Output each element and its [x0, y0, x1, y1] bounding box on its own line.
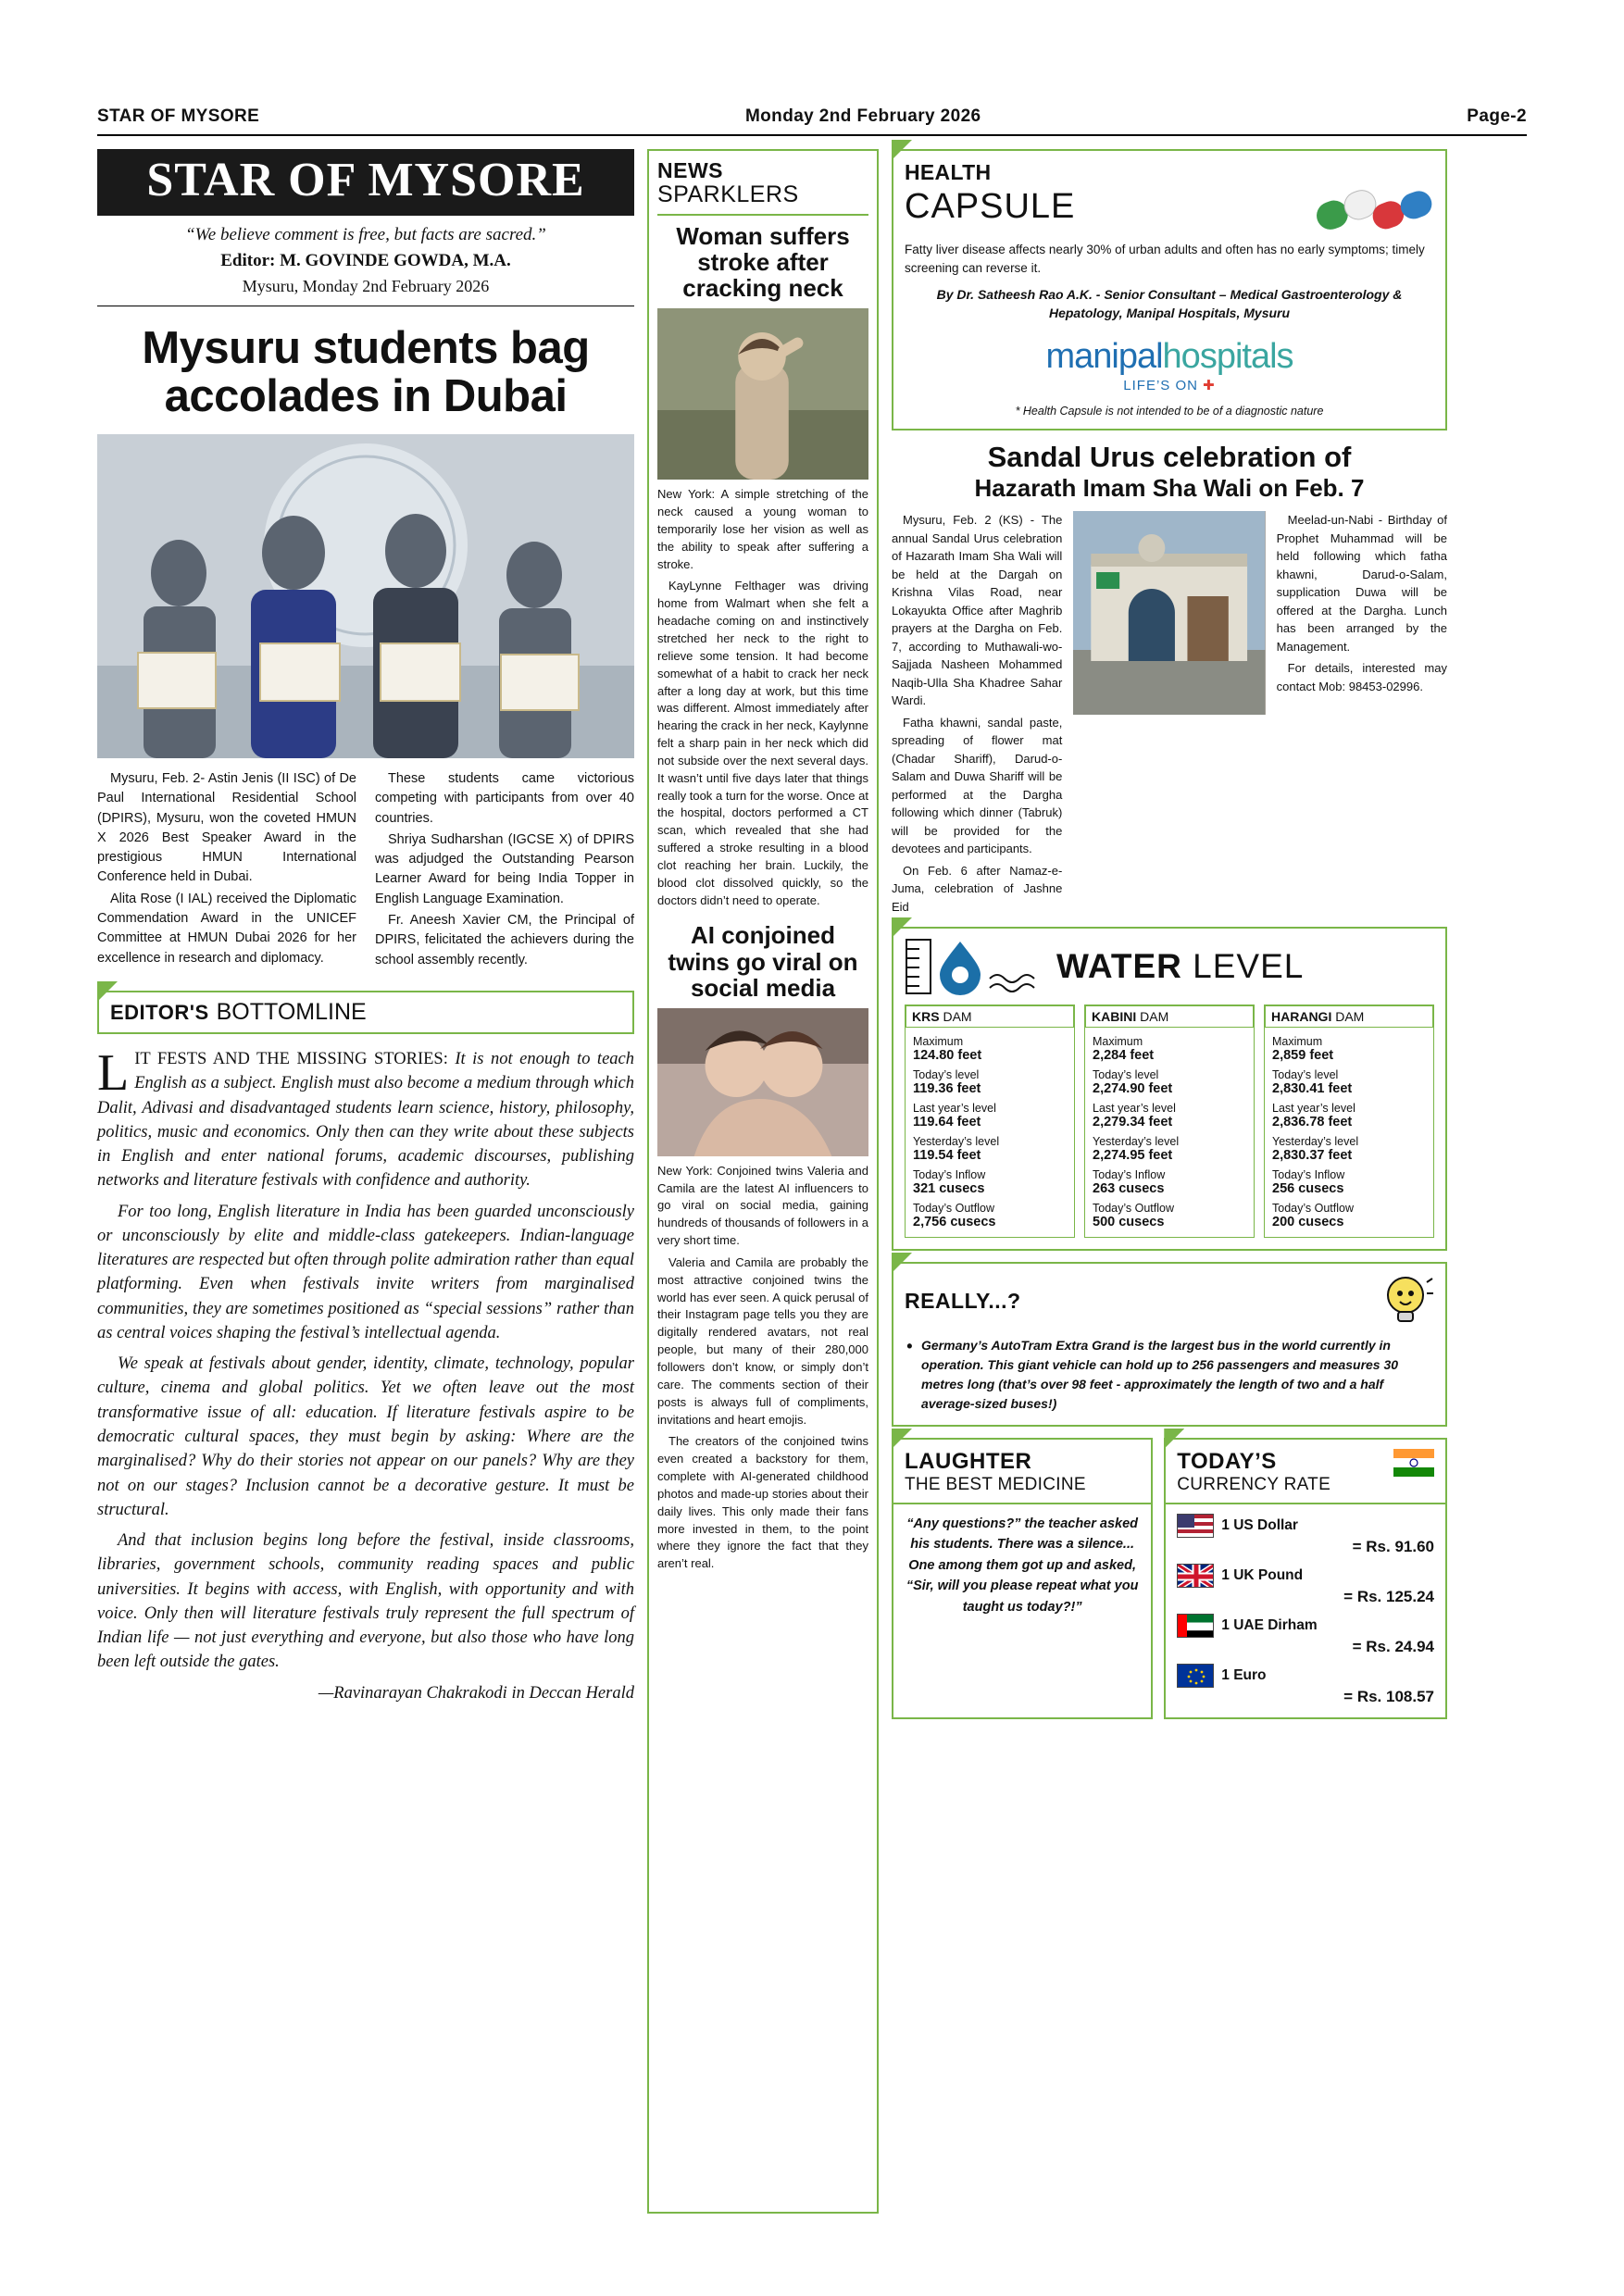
brand-part-a: manipal: [1045, 337, 1163, 377]
value-yesterday: 119.54 feet: [913, 1148, 981, 1163]
paragraph: KayLynne Felthager was driving home from Walmart when she felt a headache coming on and instinctively stretched her neck to the right to relieve some tension. It had become somewhat of a habit to crack her neck after a long day at work, but this time was different. Almost immediately after hearing the crack in her neck, Kaylynne felt a sharp pain in her neck which did not subside over the next several days. It wasn’t until five days later that things really took a turn for the worse. Once at the hospital, doctors performed a CT scan, which revealed that she had suffered a stroke resulting in a blood clot reaching her brain. Luckily, the blood clot dissolved quickly, so the doctors didn’t need to operate.: [657, 579, 868, 907]
paper-name: STAR OF MYSORE: [97, 106, 260, 126]
manipal-hospitals-logo: [905, 337, 1434, 393]
paragraph: For details, interested may contact Mob: 98453-02996.: [1276, 661, 1447, 693]
value-outflow: 2,756 cusecs: [913, 1215, 996, 1229]
currency-name: 1 Euro: [1221, 1667, 1267, 1683]
label-yesterday: Yesterday’s level: [913, 1135, 1000, 1148]
label-inflow: Today’s Inflow: [1272, 1168, 1345, 1181]
value-last-year: 2,279.34 feet: [1093, 1115, 1173, 1129]
currency-row: [1177, 1664, 1434, 1706]
corner-flag-icon: [892, 140, 912, 160]
brand-part-b: hospitals: [1162, 337, 1293, 377]
corner-flag-icon: [97, 981, 118, 1002]
label-yesterday: Yesterday’s level: [1272, 1135, 1359, 1148]
label-maximum: Maximum: [913, 1035, 964, 1048]
label-outflow: Today’s Outflow: [913, 1202, 995, 1215]
laughter-subtitle: THE BEST MEDICINE: [905, 1475, 1086, 1494]
editorial-para-1: It is not enough to teach English as a subject. English must also become a medium through which Dalit, Adivasi and disadvantaged students learn science, history, philosophy, politics, music and economics. Only then can they write about these subjects in English and enter national forums, academic discourses, publishing networks and literature festivals with confidence and authority.: [97, 1050, 634, 1191]
health-byline: By Dr. Satheesh Rao A.K. - Senior Consultant – Medical Gastroenterology & Hepatology, Manipal Hospitals, Mysuru: [936, 287, 1403, 320]
editorial-section-header: [97, 991, 634, 1034]
label-outflow: Today’s Outflow: [1272, 1202, 1355, 1215]
dam-name-bold: KABINI: [1092, 1009, 1137, 1024]
water-level-box: [892, 927, 1447, 1251]
editorial-label-bold: EDITOR'S: [110, 1000, 209, 1024]
value-inflow: 263 cusecs: [1093, 1181, 1165, 1196]
really-header: [905, 1273, 1434, 1329]
issue-date: Monday 2nd February 2026: [744, 106, 981, 126]
value-today: 2,274.90 feet: [1093, 1081, 1173, 1096]
sparkler-1-body: [657, 486, 868, 909]
editorial-para-2: For too long, English literature in India has been guarded unconsciously or unconsciously by elite and middle-class gatekeepers. Indian-language literatures are respected but often through polite admiration rather than equal platforming. Even when festivals invite writers from marginalised communities, they are sometimes positioned as “special sessions” rather than as central voices shaping the festival’s intellectual agenda.: [97, 1202, 634, 1342]
paragraph: Mysuru, Feb. 2 (KS) - The annual Sandal Urus celebration of Hazarath Imam Sha Wali will be held at the Dargah on Krishna Vilas Road, near Lokayukta Office after Maghrib prayers at the Dargha on Feb. 7, according to Muthawali-wo-Sajjada Nasheen Mohammed Naqib-Ulla Sha Khadree Sahar Wardi.: [892, 513, 1063, 707]
dam-list: [905, 1004, 1434, 1238]
really-box: [892, 1262, 1447, 1427]
label-maximum: Maximum: [1093, 1035, 1143, 1048]
dam-name-bold: HARANGI: [1271, 1009, 1332, 1024]
paragraph: Fr. Aneesh Xavier CM, the Principal of DPIRS, felicitated the achievers during the school assembly recently.: [375, 913, 634, 967]
dam-name-light: DAM: [1335, 1009, 1365, 1024]
sandal-urus-article: [892, 442, 1447, 916]
paragraph: New York: Conjoined twins Valeria and Camila are the latest AI influencers to go viral on social media, gaining hundreds of thousands of followers in a very short time.: [657, 1163, 868, 1248]
india-flag-icon: [1393, 1449, 1434, 1477]
water-title-bold: WATER: [1056, 947, 1182, 985]
label-last-year: Last year’s level: [913, 1102, 996, 1115]
laughter-box: [892, 1438, 1153, 1719]
sandal-headline-2: Hazarath Imam Sha Wali on Feb. 7: [974, 474, 1365, 503]
sparkler-2-headline: AI conjoined twins go viral on social media: [668, 921, 858, 1002]
currency-name: 1 UK Pound: [1221, 1567, 1304, 1583]
value-today: 119.36 feet: [913, 1081, 981, 1096]
currency-row: [1177, 1564, 1434, 1606]
value-maximum: 124.80 feet: [913, 1048, 982, 1063]
paragraph: On Feb. 6 after Namaz-e-Juma, celebration of Jashne Eid: [892, 863, 1063, 914]
masthead-place: Mysuru, Monday 2nd February 2026: [242, 277, 490, 295]
currency-value: = Rs. 91.60: [1352, 1538, 1434, 1555]
sandal-col-1: [892, 511, 1062, 916]
sparklers-label-light: SPARKLERS: [657, 181, 799, 207]
masthead-block: [97, 225, 634, 306]
label-today: Today’s level: [913, 1068, 980, 1081]
label-yesterday: Yesterday’s level: [1093, 1135, 1180, 1148]
editorial-para-3: We speak at festivals about gender, identity, climate, technology, popular culture, cinema and global politics. Yet we often leave out the most transformative issue of all: education. If literature festivals aspire to be democratic cultural spaces, they must begin by asking: Where are the marginalised? Why do their stories not appear on our panels? Why are they not on our stages? Inclusion cannot be a decorative gesture. It must be structural.: [97, 1354, 634, 1519]
health-disclaimer: * Health Capsule is not intended to be of a diagnostic nature: [1015, 405, 1324, 418]
health-title: HEALTH: [905, 160, 992, 184]
value-inflow: 256 cusecs: [1272, 1181, 1344, 1196]
label-inflow: Today’s Inflow: [1093, 1168, 1166, 1181]
value-today: 2,830.41 feet: [1272, 1081, 1353, 1096]
sandal-headline-1: Sandal Urus celebration of: [987, 441, 1352, 474]
sparkler-2-body: [657, 1163, 868, 1573]
editorial-label-light: BOTTOMLINE: [216, 999, 367, 1025]
currency-value: = Rs. 108.57: [1343, 1688, 1434, 1705]
currency-row: [1177, 1614, 1434, 1656]
column-right: [892, 149, 1447, 2214]
water-title-light: LEVEL: [1193, 947, 1305, 985]
pill-capsule-icon: [1314, 185, 1434, 233]
label-today: Today’s level: [1093, 1068, 1159, 1081]
paragraph: Fatha khawni, sandal paste, spreading of flower mat (Chadar Shariff), Darud-o-Salam and Duwa Shariff will be performed at the Dargha following which dinner (Tabruk) will be provided for the devotees and participants.: [892, 715, 1063, 855]
dam-card: [1084, 1004, 1255, 1238]
uae-flag-icon: [1177, 1614, 1214, 1638]
masthead-logo: STAR OF MYSORE: [97, 149, 634, 216]
label-last-year: Last year’s level: [1272, 1102, 1355, 1115]
label-last-year: Last year’s level: [1093, 1102, 1176, 1115]
page-header: [97, 106, 1527, 136]
sandal-dargah-photo: [1073, 511, 1265, 715]
currency-name: 1 US Dollar: [1221, 1517, 1298, 1533]
health-capsule-word: CAPSULE: [905, 186, 1076, 226]
lead-body-col1: [97, 769, 356, 970]
page-number: Page-2: [1467, 106, 1527, 126]
editorial-paragraph: [97, 1044, 634, 1193]
health-capsule-row: [905, 185, 1434, 233]
lead-body-col2: [375, 769, 634, 970]
column-middle: [647, 149, 879, 2214]
uk-flag-icon: [1177, 1564, 1214, 1588]
water-gauge-icon: [905, 938, 1043, 995]
corner-flag-icon: [1164, 1429, 1184, 1449]
sparkler-1-photo: [657, 308, 868, 480]
laughter-title: LAUGHTER: [905, 1449, 1032, 1474]
label-inflow: Today’s Inflow: [913, 1168, 986, 1181]
corner-flag-icon: [892, 1429, 912, 1449]
editorial-kicker: LIT FESTS AND THE MISSING STORIES:: [97, 1044, 448, 1102]
corner-flag-icon: [892, 1253, 912, 1273]
us-flag-icon: [1177, 1514, 1214, 1538]
value-maximum: 2,859 feet: [1272, 1048, 1334, 1063]
label-maximum: Maximum: [1272, 1035, 1323, 1048]
currency-value: = Rs. 125.24: [1343, 1588, 1434, 1605]
divider: [893, 1503, 1151, 1504]
value-last-year: 119.64 feet: [913, 1115, 981, 1129]
value-inflow: 321 cusecs: [913, 1181, 985, 1196]
sandal-body: [892, 511, 1447, 916]
value-yesterday: 2,830.37 feet: [1272, 1148, 1353, 1163]
dam-name-light: DAM: [943, 1009, 972, 1024]
sandal-col-2: [1277, 511, 1447, 916]
bottom-row: [892, 1438, 1447, 1719]
page-columns: [97, 149, 1527, 2214]
lead-story-body: [97, 769, 634, 970]
paragraph: Mysuru, Feb. 2- Astin Jenis (II ISC) of De Paul International Residential School (DPIRS), Mysuru, won the coveted HMUN X 2026 Best Speaker Award in the prestigious HMUN International Conference held in Dubai.: [97, 770, 356, 885]
divider: [1166, 1503, 1445, 1504]
masthead-tagline: “We believe comment is free, but facts are sacred.”: [185, 225, 546, 244]
dam-card: [905, 1004, 1075, 1238]
water-level-header: [905, 938, 1434, 995]
value-outflow: 500 cusecs: [1093, 1215, 1165, 1229]
health-capsule-box: [892, 149, 1447, 430]
sparkler-2-photo: [657, 1008, 868, 1156]
currency-value: = Rs. 24.94: [1352, 1638, 1434, 1655]
news-sparklers-box: [647, 149, 879, 2214]
editorial-credit: —Ravinarayan Chakrakodi in Deccan Herald: [318, 1683, 634, 1703]
paragraph: Alita Rose (I IAL) received the Diplomatic Commendation Award in the UNICEF Committee at HMUN Dubai 2026 for her excellence in research and diplomacy.: [97, 891, 356, 966]
paragraph: Shriya Sudharshan (IGCSE X) of DPIRS was adjudged the Outstanding Pearson Learner Award for being India Topper in English Language Examination.: [375, 831, 634, 906]
label-today: Today’s level: [1272, 1068, 1339, 1081]
sparklers-label-bold: NEWS: [657, 158, 723, 182]
currency-title: TODAY’S: [1177, 1449, 1277, 1474]
paragraph: The creators of the conjoined twins even created a backstory for them, complete with AI-generated childhood photos and made-up stories about their daily lives. This only made their fans more invested in them, to the point where they ignore the fact that they aren’t real.: [657, 1434, 868, 1571]
dam-name-bold: KRS: [912, 1009, 940, 1024]
column-left: [97, 149, 634, 2214]
really-title: REALLY...?: [905, 1288, 1021, 1313]
lead-story-photo: [97, 434, 634, 758]
value-outflow: 200 cusecs: [1272, 1215, 1344, 1229]
label-outflow: Today’s Outflow: [1093, 1202, 1175, 1215]
brand-tagline: LIFE’S ON: [1123, 378, 1198, 394]
medical-cross-icon: ✚: [1203, 378, 1216, 394]
paragraph: Meelad-un-Nabi - Birthday of Prophet Muhammad will be held following which fatha khawni, Darud-o-Salam, supplication Duwa will be offered at the Dargha. Lunch has been arranged by the Management.: [1276, 513, 1447, 654]
laughter-joke: “Any questions?” the teacher asked his students. There was a silence... One among them got up and asked, “Sir, will you please repeat what you taught us today?!”: [906, 1516, 1139, 1615]
corner-flag-icon: [892, 917, 912, 938]
currency-name: 1 UAE Dirham: [1221, 1617, 1318, 1633]
editorial-para-4: And that inclusion begins long before the festival, inside classrooms, libraries, government schools, community reading spaces and public universities. It begins with access, with English, with opportunity and with voice. Only then will literature festivals truly represent the full spectrum of Indian life — not just everything and everyone, but also those who have long been left outside the gates.: [97, 1531, 634, 1672]
eu-flag-icon: [1177, 1664, 1214, 1688]
health-lead-text: Fatty liver disease affects nearly 30% of urban adults and often has no early symptoms; timely screening can reverse it.: [905, 243, 1425, 275]
paragraph: Valeria and Camila are probably the most attractive conjoined twins the world has ever seen. A quick perusal of their Instagram page tells you they are digitally rendered avatars, not real people, but many of their 280,000 followers don’t know, or simply don’t care. The comments section of their posts is always full of compliments, invitations and heart emojis.: [657, 1254, 868, 1427]
masthead-editor: Editor: M. GOVINDE GOWDA, M.A.: [220, 251, 511, 270]
dam-name-light: DAM: [1140, 1009, 1169, 1024]
value-maximum: 2,284 feet: [1093, 1048, 1155, 1063]
currency-row: [1177, 1514, 1434, 1556]
currency-subtitle: CURRENCY RATE: [1177, 1475, 1331, 1494]
value-yesterday: 2,274.95 feet: [1093, 1148, 1173, 1163]
currency-box: [1164, 1438, 1447, 1719]
paragraph: New York: A simple stretching of the neck caused a young woman to temporarily lose her vision as well as the ability to speak after suffering a stroke.: [657, 487, 868, 571]
sparkler-1-headline: Woman suffers stroke after cracking neck: [676, 222, 850, 303]
dam-card: [1264, 1004, 1434, 1238]
editorial-body: [97, 1044, 634, 1705]
value-last-year: 2,836.78 feet: [1272, 1115, 1353, 1129]
light-bulb-icon: [1377, 1273, 1434, 1329]
really-fact: • Germany’s AutoTram Extra Grand is the largest bus in the world currently in operation. This giant vehicle can hold up to 256 passengers and measures 30 metres long (that’s over 98 feet - approximately the length of two and a half average-sized buses!): [905, 1336, 1434, 1414]
news-sparklers-header: [657, 158, 868, 216]
paragraph: These students came victorious competing with participants from over 40 countries.: [375, 770, 634, 826]
lead-headline: Mysuru students bag accolades in Dubai: [142, 323, 590, 421]
